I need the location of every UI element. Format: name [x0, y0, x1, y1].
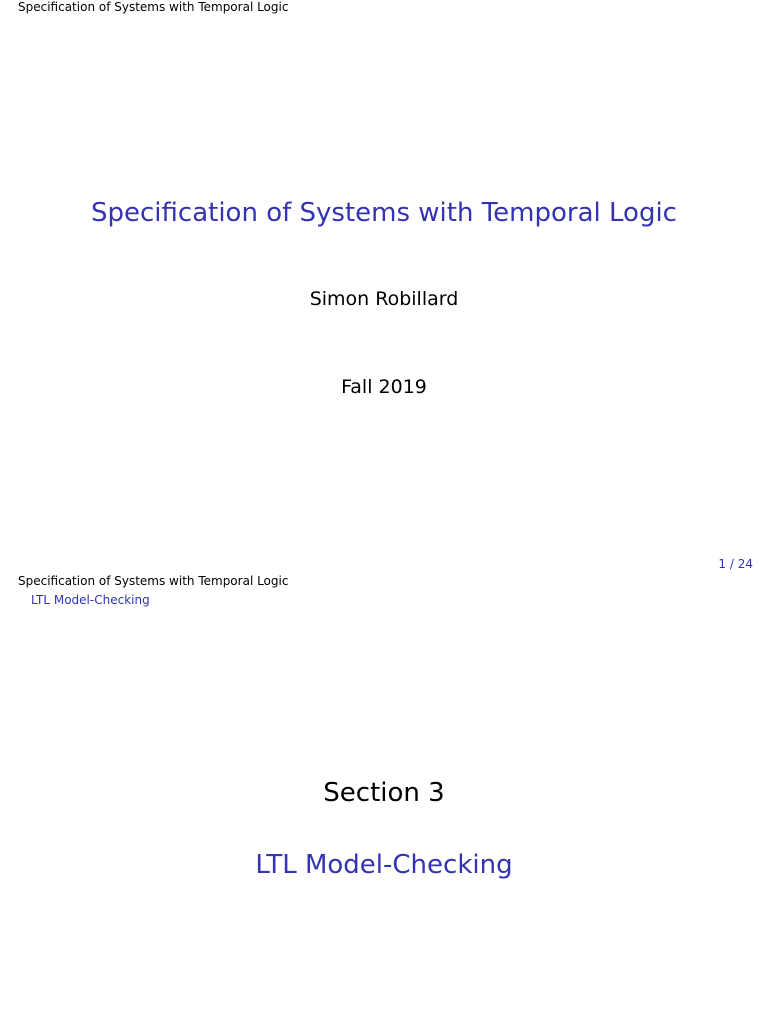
slide-section [0, 574, 768, 1024]
presentation-title: Specification of Systems with Temporal Logic [91, 198, 677, 228]
section-number: Section 3 [323, 778, 445, 808]
section-title: LTL Model-Checking [255, 850, 513, 880]
page-number: 1 / 24 [718, 557, 753, 571]
author-name: Simon Robillard [309, 288, 459, 310]
presentation-date: Fall 2019 [341, 376, 427, 398]
header-title: Specification of Systems with Temporal Logic [18, 0, 289, 14]
header-title: Specification of Systems with Temporal Logic [18, 574, 289, 588]
header-section: LTL Model-Checking [31, 593, 150, 607]
